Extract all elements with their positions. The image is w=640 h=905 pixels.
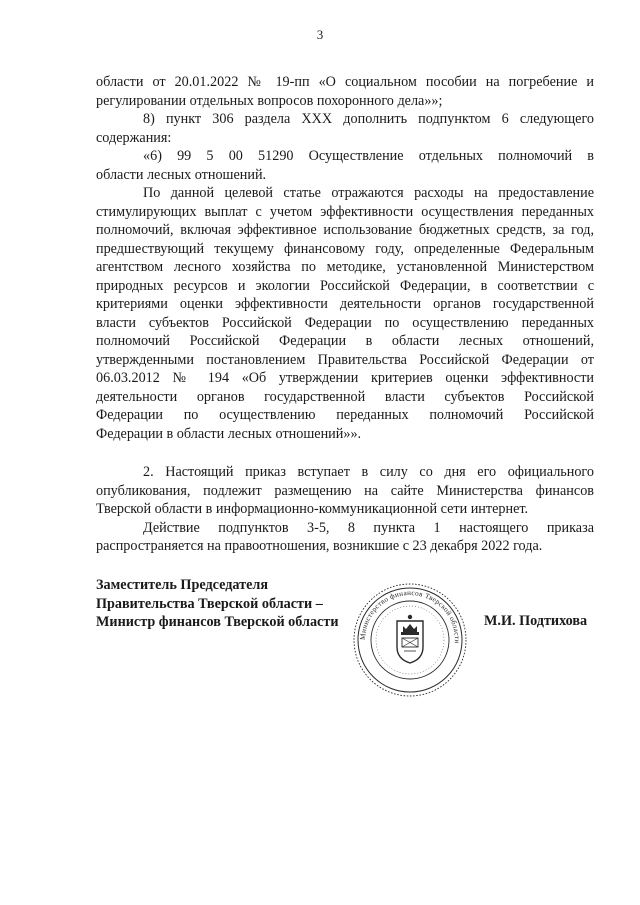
text-line: распространяется на правоотношения, возникшие с 23 декабря 2022 года. (96, 538, 543, 554)
text-line: По данной целевой статье отражаются расходы на предоставление (143, 185, 594, 201)
text-line: агентством лесного хозяйства по методике, установленной Министерством (96, 259, 594, 275)
text-line: критериями оценки эффективности деятельности органов государственной (96, 296, 594, 312)
text-line: полномочий, включая эффективное использование бюджетных средств, за год, (96, 222, 594, 238)
order-text-block-1 (96, 73, 594, 443)
text-line: опубликования, подлежит размещению на сайте Министерства финансов (96, 482, 594, 499)
order-text-block-2 (96, 463, 594, 556)
text-line: области от 20.01.2022 № 19-пп «О социальном пособии на погребение и (96, 74, 594, 90)
tver-coat-of-arms-icon (397, 615, 423, 663)
text-line: природных ресурсов и экологии Российской Федерации, в соответствии с (96, 277, 594, 294)
text-line: Федерации в области лесных отношений»». (96, 425, 362, 442)
page-number: 3 (316, 27, 324, 42)
signatory-title-line: Правительства Тверской области – (96, 595, 323, 612)
text-line: области лесных отношений. (96, 166, 267, 183)
signatory-title-line: Министр финансов Тверской области (96, 614, 339, 630)
text-line: предшествующий текущему финансовому году, определенные Федеральным (96, 240, 594, 257)
text-line: утвержденными постановлением Правительства Российской Федерации от (96, 351, 594, 368)
text-line: стимулирующих выплат с учетом эффективности осуществления переданных (96, 203, 594, 220)
official-seal (345, 583, 475, 697)
signatory-title-line: Заместитель Председателя (96, 577, 269, 593)
seal-ring-path: Министерство финансов Тверской области (358, 588, 462, 644)
text-line: 06.03.2012 № 194 «Об утверждении критериев оценки эффективности (96, 370, 594, 386)
text-line: 8) пункт 306 раздела XXX дополнить подпунктом 6 следующего (143, 111, 594, 127)
text-line: Федерации по осуществлению переданных полномочий Российской (96, 407, 594, 423)
text-line: полномочий Российской Федерации в области лесных отношений, (96, 333, 594, 349)
text-line: власти субъектов Российской Федерации по осуществлению переданных (96, 314, 594, 331)
text-line: Действие подпунктов 3-5, 8 пункта 1 настоящего приказа (143, 519, 594, 536)
text-line: 2. Настоящий приказ вступает в силу со дня его официального (143, 464, 594, 480)
text-line: деятельности органов государственной власти субъектов Российской (96, 388, 594, 405)
signatory-title (96, 576, 339, 632)
text-line: «6) 99 5 00 51290 Осуществление отдельных полномочий в (143, 148, 594, 164)
text-line: регулировании отдельных вопросов похоронного дела»»; (96, 92, 443, 109)
signatory-name: М.И. Подтихова (484, 613, 588, 629)
text-line: Тверской области в информационно-коммуникационной сети интернет. (96, 501, 529, 517)
text-line: содержания: (96, 129, 172, 146)
